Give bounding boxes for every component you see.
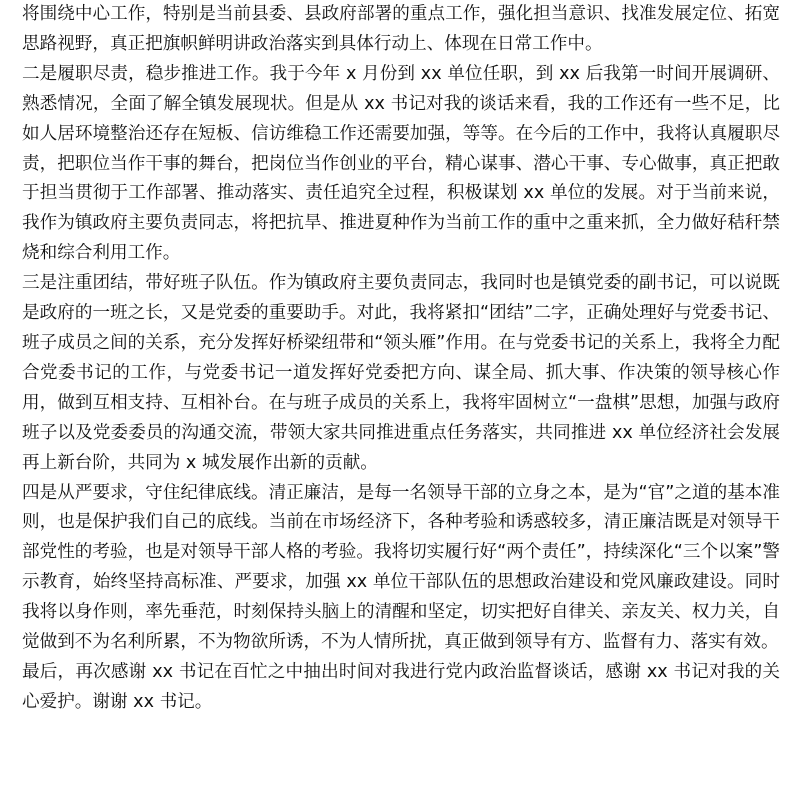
paragraph-1: 将围绕中心工作，特别是当前县委、县政府部署的重点工作，强化担当意识、找准发展定位、拓宽思路视野，真正把旗帜鲜明讲政治落实到具体行动上、体现在日常工作中。 bbox=[22, 4, 780, 54]
paragraph-3: 三是注重团结，带好班子队伍。作为镇政府主要负责同志，我同时也是镇党委的副书记，可以说既是政府的一班之长，又是党委的重要助手。对此，我将紧扣“团结”二字，正确处理好与党委书记、班子成员之间的关系，充分发挥好桥梁纽带和“领头雁”作用。在与党委书记的关系上，我将全力配合党委书记的工作，与党委书记一道发挥好党委把方向、谋全局、抓大事、作决策的领导核心作用，做到互相支持、互相补台。在与班子成员的关系上，我将牢固树立“一盘棋”思想，加强与政府班子以及党委委员的沟通交流，带领大家共同推进重点任务落实，共同推进 xx 单位经济社会发展再上新台阶，共同为 x 城发展作出新的贡献。 bbox=[22, 273, 780, 473]
paragraph-4: 四是从严要求，守住纪律底线。清正廉洁，是每一名领导干部的立身之本，是为“官”之道的基本准则，也是保护我们自己的底线。当前在市场经济下，各种考验和诱惑较多，清正廉洁既是对领导干部党性的考验，也是对领导干部人格的考验。我将切实履行好“两个责任”，持续深化“三个以案”警示教育，始终坚持高标准、严要求，加强 xx 单位干部队伍的思想政治建设和党风廉政建设。同时我将以身作则，率先垂范，时刻保持头脑上的清醒和坚定，切实把好自律关、亲友关、权力关，自觉做到不为名利所累，不为物欲所诱，不为人情所扰，真正做到领导有方、监督有力、落实有效。 bbox=[22, 482, 780, 653]
paragraph-2: 二是履职尽责，稳步推进工作。我于今年 x 月份到 xx 单位任职，到 xx 后我第一时间开展调研、熟悉情况，全面了解全镇发展现状。但是从 xx 书记对我的谈话来看，我的工作还有一些不足，比如人居环境整治还存在短板、信访维稳工作还需要加强，等等。在今后的工作中，我将认真履职尽责，把职位当作干事的舞台，把岗位当作创业的平台，精心谋事、潜心干事、专心做事，真正把敢于担当贯彻于工作部署、推动落实、责任追究全过程，积极谋划 xx 单位的发展。对于当前来说，我作为镇政府主要负责同志，将把抗旱、推进夏种作为当前工作的重中之重来抓，全力做好秸秆禁烧和综合利用工作。 bbox=[22, 63, 780, 264]
paragraph-5: 最后，再次感谢 xx 书记在百忙之中抽出时间对我进行党内政治监督谈话，感谢 xx 书记对我的关心爱护。谢谢 xx 书记。 bbox=[22, 661, 780, 712]
